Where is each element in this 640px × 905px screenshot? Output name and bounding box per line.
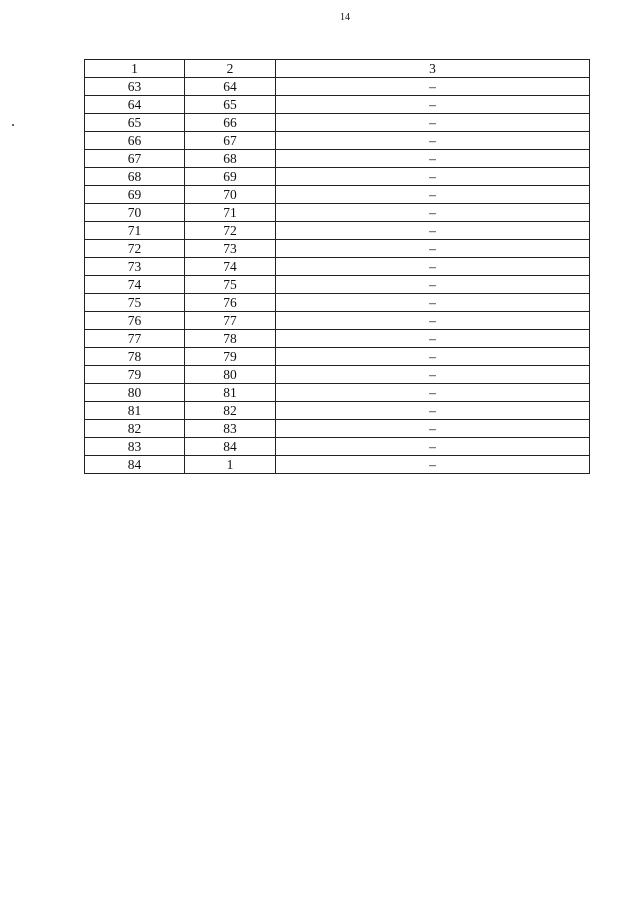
table-cell: 67 bbox=[85, 150, 185, 168]
table-cell: – bbox=[276, 384, 590, 402]
table-cell: 80 bbox=[85, 384, 185, 402]
table-cell: 83 bbox=[185, 420, 276, 438]
table-row bbox=[85, 348, 590, 366]
table-cell: 73 bbox=[85, 258, 185, 276]
table-cell: 70 bbox=[85, 204, 185, 222]
table-cell: 74 bbox=[85, 276, 185, 294]
table-cell: 82 bbox=[85, 420, 185, 438]
table-row bbox=[85, 240, 590, 258]
table-row bbox=[85, 366, 590, 384]
table-cell: 79 bbox=[185, 348, 276, 366]
table-cell: – bbox=[276, 168, 590, 186]
table-cell: 71 bbox=[85, 222, 185, 240]
table-cell: 66 bbox=[185, 114, 276, 132]
table-cell: – bbox=[276, 240, 590, 258]
table-cell: 83 bbox=[85, 438, 185, 456]
table-cell: 64 bbox=[185, 78, 276, 96]
table-body bbox=[85, 78, 590, 474]
table-cell: 72 bbox=[85, 240, 185, 258]
table-cell: 68 bbox=[85, 168, 185, 186]
table-cell: 72 bbox=[185, 222, 276, 240]
table-cell: 81 bbox=[185, 384, 276, 402]
table-row bbox=[85, 258, 590, 276]
table-cell: – bbox=[276, 96, 590, 114]
table-cell: – bbox=[276, 78, 590, 96]
table-cell: 66 bbox=[85, 132, 185, 150]
table-cell: – bbox=[276, 312, 590, 330]
table-cell: – bbox=[276, 402, 590, 420]
column-header: 2 bbox=[185, 60, 276, 78]
table-cell: – bbox=[276, 222, 590, 240]
table-row bbox=[85, 222, 590, 240]
table-row bbox=[85, 456, 590, 474]
table-row bbox=[85, 114, 590, 132]
table-cell: 67 bbox=[185, 132, 276, 150]
table-cell: – bbox=[276, 114, 590, 132]
table-cell: 76 bbox=[85, 312, 185, 330]
table-cell: – bbox=[276, 330, 590, 348]
table-row bbox=[85, 78, 590, 96]
table-row bbox=[85, 420, 590, 438]
table-cell: 65 bbox=[185, 96, 276, 114]
table-cell: – bbox=[276, 186, 590, 204]
table-cell: 77 bbox=[185, 312, 276, 330]
table-cell: 78 bbox=[185, 330, 276, 348]
table-cell: 1 bbox=[185, 456, 276, 474]
table-cell: 75 bbox=[85, 294, 185, 312]
table-cell: – bbox=[276, 348, 590, 366]
table-row bbox=[85, 312, 590, 330]
table-cell: 84 bbox=[185, 438, 276, 456]
table-cell: 70 bbox=[185, 186, 276, 204]
table-cell: 82 bbox=[185, 402, 276, 420]
table-cell: 79 bbox=[85, 366, 185, 384]
table-cell: 76 bbox=[185, 294, 276, 312]
table-cell: – bbox=[276, 420, 590, 438]
table-row bbox=[85, 150, 590, 168]
table-cell: 71 bbox=[185, 204, 276, 222]
table-cell: 73 bbox=[185, 240, 276, 258]
table-cell: – bbox=[276, 276, 590, 294]
table-cell: 68 bbox=[185, 150, 276, 168]
table-cell: – bbox=[276, 204, 590, 222]
table-cell: – bbox=[276, 438, 590, 456]
table-cell: 64 bbox=[85, 96, 185, 114]
table-row bbox=[85, 438, 590, 456]
table-cell: 74 bbox=[185, 258, 276, 276]
table-row bbox=[85, 330, 590, 348]
table-cell: 69 bbox=[85, 186, 185, 204]
table-cell: 81 bbox=[85, 402, 185, 420]
table-cell: – bbox=[276, 366, 590, 384]
column-header: 1 bbox=[85, 60, 185, 78]
table-row bbox=[85, 186, 590, 204]
table-cell: 84 bbox=[85, 456, 185, 474]
table-cell: – bbox=[276, 150, 590, 168]
table-cell: 63 bbox=[85, 78, 185, 96]
table-row bbox=[85, 204, 590, 222]
table-cell: 69 bbox=[185, 168, 276, 186]
table-row bbox=[85, 96, 590, 114]
scan-artifact-dot bbox=[12, 124, 14, 126]
data-table bbox=[84, 59, 590, 474]
table-row bbox=[85, 384, 590, 402]
table-cell: – bbox=[276, 294, 590, 312]
column-header: 3 bbox=[276, 60, 590, 78]
table-row bbox=[85, 402, 590, 420]
table-cell: 77 bbox=[85, 330, 185, 348]
table-cell: 78 bbox=[85, 348, 185, 366]
table-row bbox=[85, 276, 590, 294]
table-row bbox=[85, 294, 590, 312]
table-header-row bbox=[85, 60, 590, 78]
table-row bbox=[85, 132, 590, 150]
table-cell: 65 bbox=[85, 114, 185, 132]
table-cell: – bbox=[276, 456, 590, 474]
table-cell: 80 bbox=[185, 366, 276, 384]
table-cell: – bbox=[276, 258, 590, 276]
page-number: 14 bbox=[340, 12, 350, 23]
table-cell: 75 bbox=[185, 276, 276, 294]
table-row bbox=[85, 168, 590, 186]
table-cell: – bbox=[276, 132, 590, 150]
